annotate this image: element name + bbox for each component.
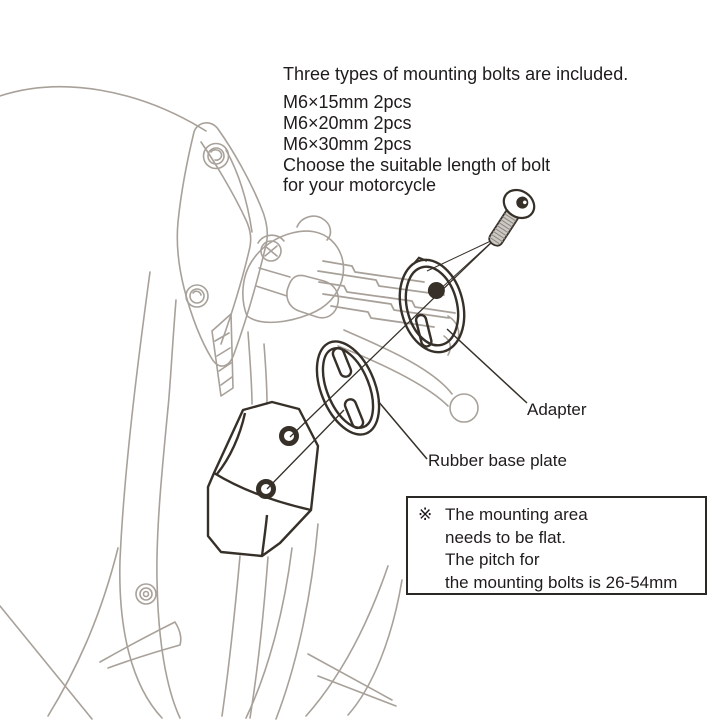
trim-strip [177,123,267,366]
rubber-base-plate-art [305,332,392,443]
mounting-note-box [406,496,707,595]
bolt-size-1: M6×15mm 2pcs [283,92,412,112]
screw-grommet-bottom [186,285,208,307]
screw-grommet-top [204,144,229,169]
instructions-title: Three types of mounting bolts are included. [283,64,629,84]
clamp-screw [258,235,284,261]
vent-hatch [212,314,233,396]
advice-line-2: for your motorcycle [283,175,437,195]
bolt-size-2: M6×20mm 2pcs [283,113,412,133]
windscreen-outline [0,87,206,131]
bolt-instructions-block [283,62,628,195]
adapter-label: Adapter [527,400,587,419]
leader-line-rubber-plate [378,401,427,459]
handlebar-clamp [243,216,344,322]
rubber-base-plate-label: Rubber base plate [428,451,567,470]
bracket-hole-bottom [259,482,274,497]
bracket-hole-top [282,429,297,444]
note-line-1 [418,504,699,527]
leader-line-adapter [447,329,527,403]
advice-line-1: Choose the suitable length of bolt [283,155,551,175]
bolt-size-3: M6×30mm 2pcs [283,134,412,154]
reference-mark: ※ [418,505,433,524]
note-line-4: the mounting bolts is 26-54mm [445,572,678,592]
note-line-3: The pitch for [445,550,540,569]
note-text-1: The mounting area [445,505,588,524]
fairing-grommet [136,584,156,604]
note-line-2: needs to be flat. [445,527,566,547]
